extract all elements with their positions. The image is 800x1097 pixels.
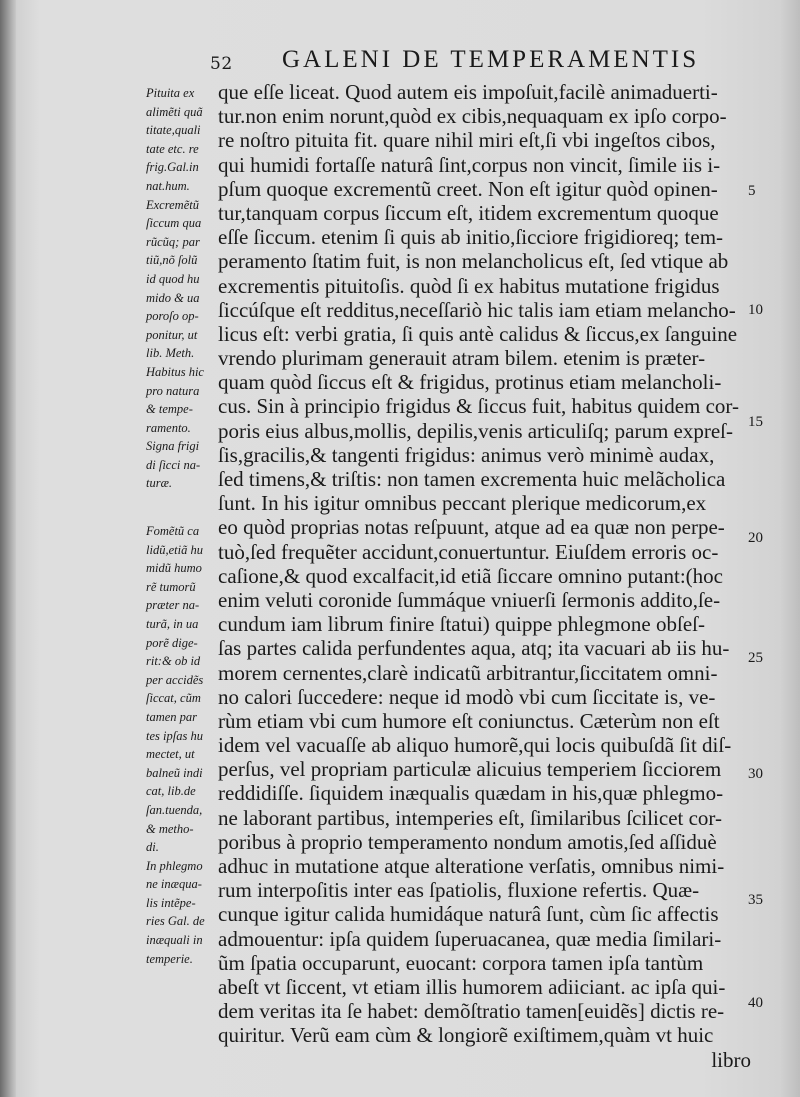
margin-note-line: pro natura: [146, 383, 200, 398]
text-line: adhuc in mutatione atque alteratione verſatis, omnibus nimi-: [218, 854, 725, 878]
text-line: eo quòd proprias notas reſpuunt, atque ad ea quæ non perpe-: [218, 515, 725, 540]
text-line: quiritur. Verũ eam cùm & longiorẽ exiſtimem,quàm vt huic: [218, 1023, 714, 1048]
margin-note-line: tes ipſas hu: [146, 728, 203, 743]
margin-note-line: lis intẽpe-: [146, 895, 196, 910]
text-line: libro: [711, 1047, 751, 1072]
margin-note-line: poroſo op-: [146, 309, 199, 324]
margin-note-line: ſiccum qua: [146, 216, 202, 231]
line-number: 20: [748, 530, 763, 546]
margin-note-line: In phlegmo: [146, 858, 203, 873]
margin-note-group-2: [146, 522, 220, 968]
main-text-block: [218, 80, 773, 1072]
text-line: qui humidi fortaſſe naturâ ſint,corpus non vincit, ſimile iis i-: [218, 152, 721, 177]
margin-note-line: rit:& ob id: [146, 654, 201, 669]
text-line: re noſtro pituita fit. quare nihil miri eſt,ſi vbi ingeſtos cibos,: [218, 128, 716, 153]
margin-note-line: & tempe-: [146, 402, 193, 417]
margin-note-line: tamen par: [146, 709, 198, 724]
margin-note-line: inæquali in: [146, 933, 203, 948]
text-line: morem cernentes,clarè indicatũ arbitrantur,ſiccitatem omni-: [218, 660, 718, 685]
text-line: poribus à proprio temperamento nondum amotis,ſed aſſiduè: [218, 829, 717, 854]
margin-note-line: turã, in ua: [146, 616, 199, 631]
margin-note-line: ponitur, ut: [146, 327, 198, 342]
margin-note-line: lidũ,etiã hu: [146, 542, 203, 557]
text-line: que eſſe liceat. Quod autem eis impoſuit,facilè animaduerti-: [218, 80, 718, 104]
text-line: reddidiſſe. ſiquidem inæqualis quædam in his,quæ phlegmo-: [218, 781, 724, 806]
margin-note-line: di ſicci na-: [146, 457, 201, 472]
text-line: no calori ſuccedere: neque id modò vbi cum ſiccitate is, ve-: [218, 684, 716, 709]
text-line: cunque igitur calida humidáque naturâ ſunt, cùm ſic affectis: [218, 902, 719, 927]
text-line: rum interpoſitis inter eas ſpatiolis, fluxione refertis. Quæ-: [218, 878, 700, 903]
margin-note-line: & metho-: [146, 821, 194, 836]
line-number: 35: [748, 892, 763, 908]
margin-note-line: turæ.: [146, 476, 173, 491]
margin-note-line: titate,quali: [146, 123, 201, 138]
margin-note-group-1: [146, 84, 220, 493]
margin-note-line: rẽ tumorũ: [146, 579, 196, 594]
margin-note-line: cat, lib.de: [146, 784, 196, 799]
page-header: [210, 46, 730, 76]
margin-note-line: ſan.tuenda,: [146, 802, 203, 817]
book-spine-shadow: [0, 0, 16, 1097]
text-line: eſſe ſiccum. etenim ſi quis ab initio,ſicciore frigidioreq; tem-: [218, 225, 724, 250]
margin-note-line: lib. Meth.: [146, 346, 195, 361]
margin-note-line: ne inæqua-: [146, 877, 202, 892]
text-line: quam quòd ſiccus eſt & frigidus, protinus etiam melancholi-: [218, 370, 722, 395]
margin-note-line: præter na-: [146, 598, 200, 613]
margin-note-line: alimẽti quã: [146, 104, 203, 119]
text-line: licus eſt: verbi gratia, ſi quis antè calidus & ſiccus,ex ſanguine: [218, 321, 738, 346]
margin-note-line: nat.hum.: [146, 178, 190, 193]
line-number-column: [748, 0, 788, 1097]
text-line: ſunt. In his igitur omnibus peccant plerique medicorum,ex: [218, 491, 707, 516]
text-line: tur,tanquam corpus ſiccum eſt, itidem excrementum quoque: [218, 200, 719, 225]
margin-note-line: Signa frigi: [146, 439, 200, 454]
text-line: ũm ſpatia occuparunt, euocant: corpora tamen ipſa tantùm: [218, 950, 704, 975]
text-line: dem veritas ita ſe habet: demõſtratio tamen[euidẽs] dictis re-: [218, 999, 725, 1024]
text-line: tur.non enim norunt,quòd ex cibis,nequaquam ex ipſo corpo-: [218, 104, 727, 129]
text-line: pſum quoque excrementũ creet. Non eſt igitur quòd opinen-: [218, 176, 718, 201]
margin-note-line: midũ humo: [146, 561, 202, 576]
text-line: ſas partes calida perfundentes aqua, atq; ita vacuari ab iis hu-: [218, 636, 730, 661]
text-line: admouentur: ipſa quidem ſuperuacanea, quæ media ſimilari-: [218, 926, 722, 951]
line-number: 10: [748, 302, 763, 318]
text-line: poris eius albus,mollis, depilis,venis articuliſq; parum expreſ-: [218, 418, 733, 443]
text-line: enim veluti coronide ſummáque vniuerſi ſermonis addito,ſe-: [218, 587, 721, 612]
margin-note-line: id quod hu: [146, 271, 200, 286]
margin-note-line: tiũ,nõ ſolũ: [146, 253, 198, 268]
margin-note-line: mido & ua: [146, 290, 200, 305]
margin-note-line: ries Gal. de: [146, 914, 205, 929]
margin-note-line: Habitus hic: [146, 364, 204, 379]
line-number: 30: [748, 766, 763, 782]
text-line: tuò,ſed frequẽter accidunt,conuertuntur. Eiuſdem erroris oc-: [218, 539, 719, 564]
margin-note-line: temperie.: [146, 951, 193, 966]
margin-note-line: rũcũq; par: [146, 234, 200, 249]
margin-note-line: porẽ dige-: [146, 635, 198, 650]
text-line: idem vel vacuaſſe ab aliquo humorẽ,qui locis quibuſdã ſit diſ-: [218, 733, 732, 758]
margin-note-line: di.: [146, 840, 159, 855]
text-line: cus. Sin à principio frigidus & ſiccus fuit, habitus quidem cor-: [218, 394, 739, 419]
text-line: rùm etiam vbi cum humore eſt coniunctus. Cæterùm non eſt: [218, 708, 720, 733]
line-number: 40: [748, 995, 763, 1011]
text-line: ſis,gracilis,& tangenti frigidus: animus verò minimè audax,: [218, 442, 715, 467]
page-number: 52: [210, 54, 233, 74]
text-line: ne laborant partibus, intemperies eſt, ſimilaribus ſcilicet cor-: [218, 805, 722, 830]
margin-note-line: per accidẽs: [146, 672, 204, 687]
line-number: 25: [748, 650, 763, 666]
text-line: caſione,& quod excalfacit,id etiã ſiccare omnino putant:(hoc: [218, 563, 723, 588]
text-line: perſus, vel propriam particulæ alicuius temperiem ſicciorem: [218, 757, 722, 782]
margin-note-line: mectet, ut: [146, 747, 195, 762]
line-number: 15: [748, 414, 763, 430]
line-number: 5: [748, 183, 756, 199]
text-line: cundum iam librum finire ſtatui) quippe phlegmone obſeſ-: [218, 612, 705, 637]
margin-note-line: ſiccat, cũm: [146, 691, 201, 706]
margin-note-line: ramento.: [146, 420, 191, 435]
margin-note-line: balneũ indi: [146, 765, 203, 780]
text-line: abeſt vt ſiccent, vt etiam illis humorem adiiciant. ac ipſa qui-: [218, 974, 726, 999]
text-line: ſiccúſque eſt redditus,neceſſariò hic talis iam etiam melancho-: [218, 297, 736, 322]
running-title: GALENI DE TEMPERAMENTIS: [282, 46, 700, 73]
text-line: vrendo plurimam generauit atram bilem. etenim is præter-: [218, 346, 706, 371]
margin-note-line: Fomẽtũ ca: [146, 524, 200, 538]
margin-note-line: tate etc. re: [146, 141, 199, 156]
text-line: excrementis pituitoſis. quòd ſi ex habitus mutatione frigidus: [218, 273, 720, 298]
margin-note-line: Pituita ex: [146, 86, 195, 100]
margin-note-line: Excremẽtũ: [146, 197, 199, 212]
text-line: peramento ſtatim fuit, is non melancholicus eſt, ſed vtique ab: [218, 249, 729, 274]
margin-note-line: frig.Gal.in: [146, 160, 199, 175]
text-line: ſed timens,& triſtis: non tamen excrementa huic melãcholica: [218, 467, 726, 491]
